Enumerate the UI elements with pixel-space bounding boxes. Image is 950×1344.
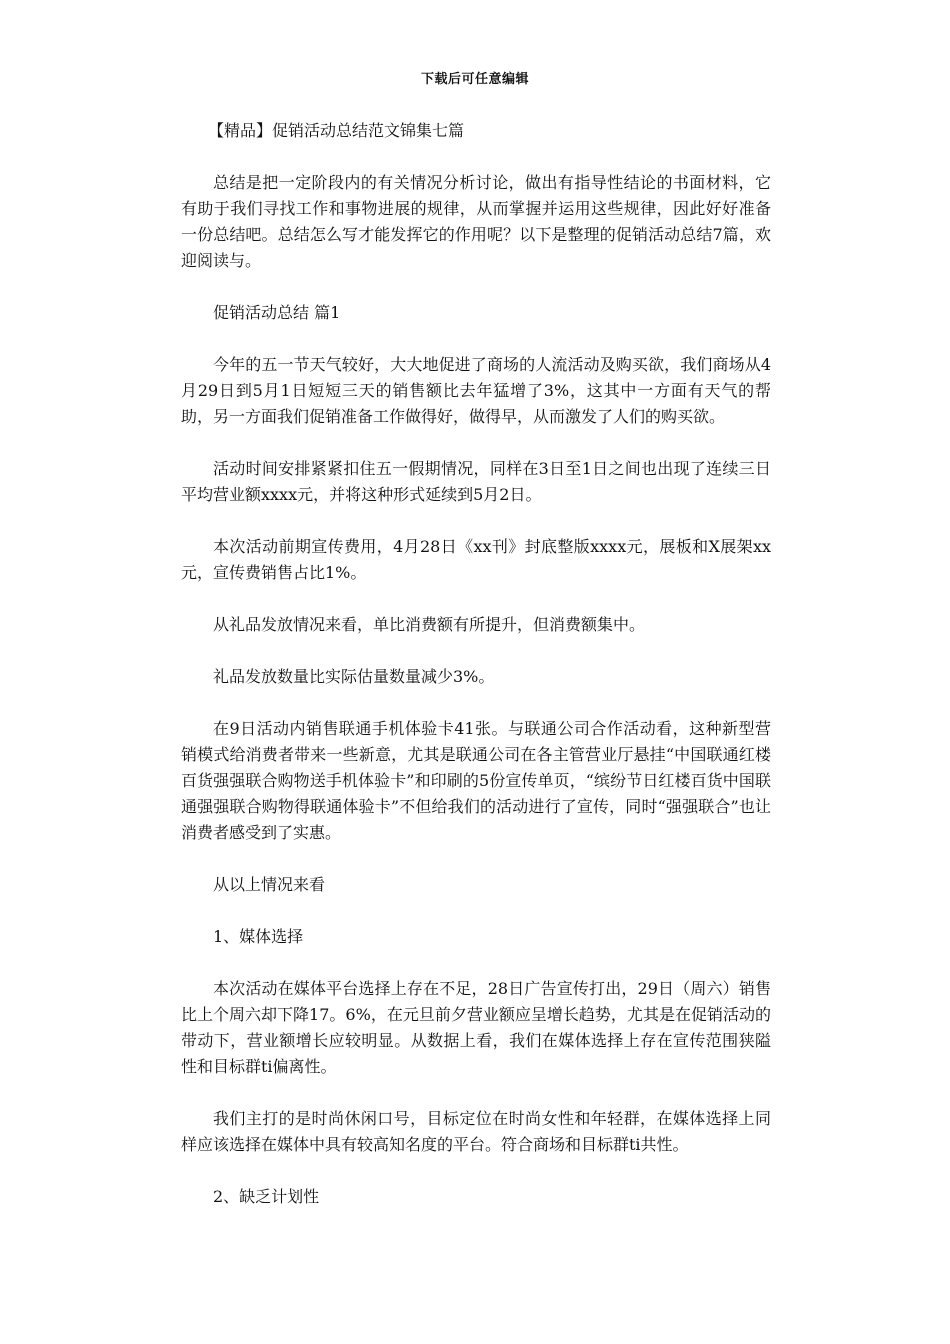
document-body [181,118,771,1236]
body-paragraph: 从礼品发放情况来看，单比消费额有所提升，但消费额集中。 [213,615,646,634]
body-paragraph: 从以上情况来看 [213,875,326,894]
subsection-heading: 2、缺乏计划性 [213,1187,320,1206]
body-paragraph: 本次活动前期宣传费用，4月28日《xx刊》封底整版xxxx元，展板和X展架xx元，宣传费销售占比1%。 [181,537,771,582]
document-title: 【精品】促销活动总结范文锦集七篇 [208,121,465,140]
section-heading: 促销活动总结 篇1 [213,303,341,322]
page-header: 下载后可任意编辑 [420,72,529,87]
body-paragraph: 礼品发放数量比实际估量数量减少3%。 [213,667,495,686]
body-paragraph: 我们主打的是时尚休闲口号，目标定位在时尚女性和年轻群，在媒体选择上同样应该选择在媒体中具有较高知名度的平台。符合商场和目标群ti共性。 [181,1109,771,1154]
body-paragraph: 活动时间安排紧紧扣住五一假期情况，同样在3日至1日之间也出现了连续三日平均营业额xxxx元，并将这种形式延续到5月2日。 [181,459,771,504]
intro-paragraph: 总结是把一定阶段内的有关情况分析讨论，做出有指导性结论的书面材料，它有助于我们寻找工作和事物进展的规律，从而掌握并运用这些规律，因此好好准备一份总结吧。总结怎么写才能发挥它的作用呢？以下是整理的促销活动总结7篇，欢迎阅读与。 [181,173,771,270]
body-paragraph: 在9日活动内销售联通手机体验卡41张。与联通公司合作活动看，这种新型营销模式给消费者带来一些新意，尤其是联通公司在各主管营业厅悬挂“中国联通红楼百货强强联合购物送手机体验卡”和印刷的5份宣传单页，“缤纷节日红楼百货中国联通强强联合购物得联通体验卡”不但给我们的活动进行了宣传，同时“强强联合”也让消费者感受到了实惠。 [181,719,771,842]
body-paragraph: 本次活动在媒体平台选择上存在不足，28日广告宣传打出，29日（周六）销售比上个周六却下降17。6%，在元旦前夕营业额应呈增长趋势，尤其是在促销活动的带动下，营业额增长应较明显。从数据上看，我们在媒体选择上存在宣传范围狭隘性和目标群ti偏离性。 [181,979,771,1076]
subsection-heading: 1、媒体选择 [213,927,304,946]
body-paragraph: 今年的五一节天气较好，大大地促进了商场的人流活动及购买欲，我们商场从4月29日到5月1日短短三天的销售额比去年猛增了3%，这其中一方面有天气的帮助，另一方面我们促销准备工作做得好，做得早，从而激发了人们的购买欲。 [181,355,771,426]
